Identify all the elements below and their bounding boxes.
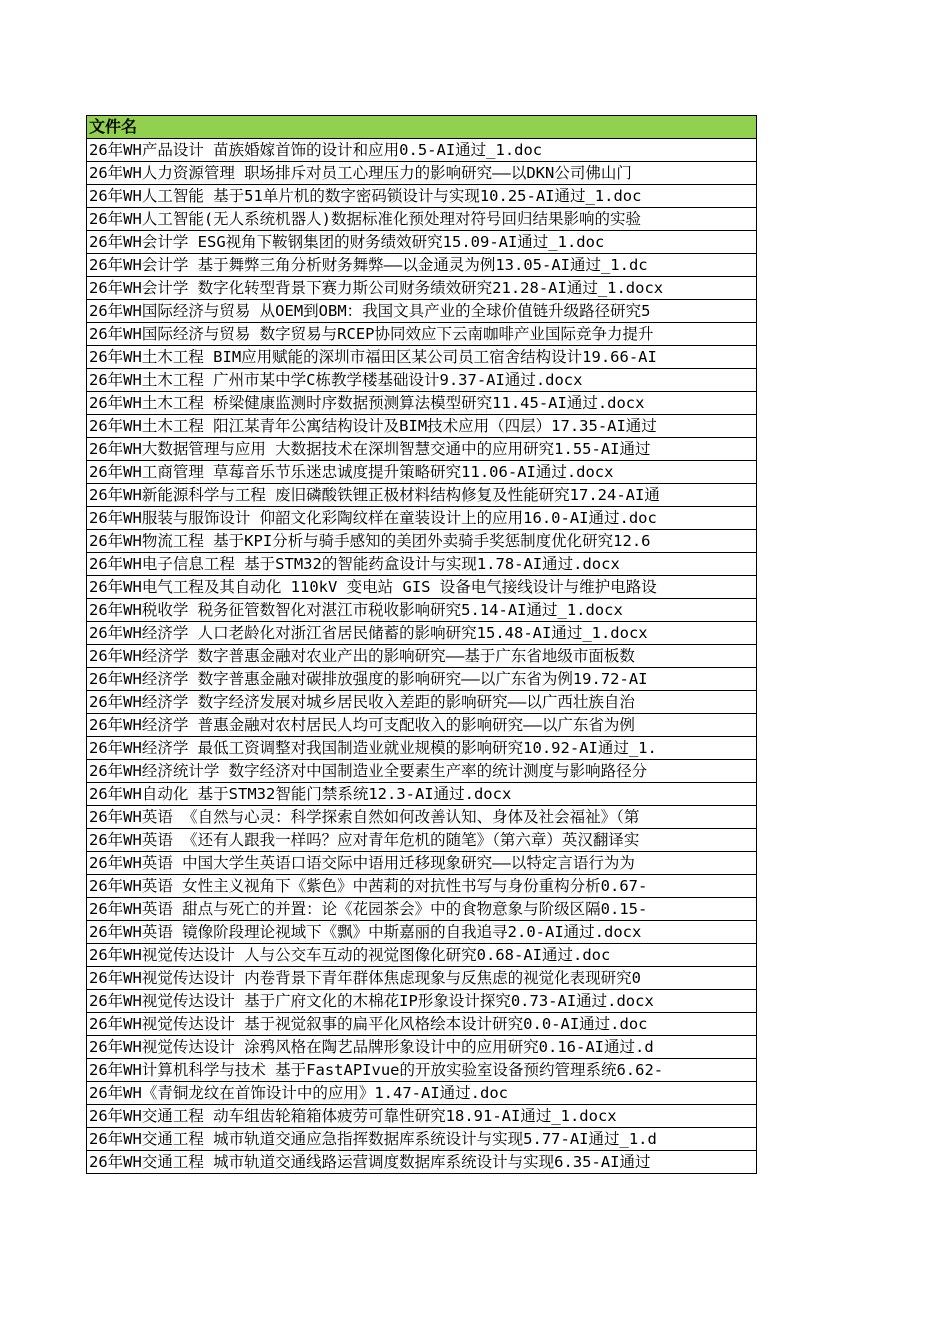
- table-row: [87, 668, 757, 691]
- filename-cell[interactable]: 26年WH视觉传达设计 涂鸦风格在陶艺品牌形象设计中的应用研究0.16-AI通过.d: [87, 1036, 757, 1059]
- filename-cell[interactable]: 26年WH经济学 普惠金融对农村居民人均可支配收入的影响研究——以广东省为例: [87, 714, 757, 737]
- table-row: [87, 1013, 757, 1036]
- filename-cell[interactable]: 26年WH土木工程 阳江某青年公寓结构设计及BIM技术应用（四层）17.35-AI通过: [87, 415, 757, 438]
- table-row: [87, 530, 757, 553]
- filename-cell[interactable]: 26年WH交通工程 城市轨道交通线路运营调度数据库系统设计与实现6.35-AI通过: [87, 1151, 757, 1174]
- table-row: [87, 1082, 757, 1105]
- table-row: [87, 323, 757, 346]
- table-row: [87, 760, 757, 783]
- table-row: [87, 1128, 757, 1151]
- filename-cell[interactable]: 26年WH会计学 基于舞弊三角分析财务舞弊——以金通灵为例13.05-AI通过_1.dc: [87, 254, 757, 277]
- filename-cell[interactable]: 26年WH人力资源管理 职场排斥对员工心理压力的影响研究——以DKN公司佛山门: [87, 162, 757, 185]
- filename-cell[interactable]: 26年WH会计学 ESG视角下鞍钢集团的财务绩效研究15.09-AI通过_1.doc: [87, 231, 757, 254]
- filename-cell[interactable]: 26年WH国际经济与贸易 从OEM到OBM：我国文具产业的全球价值链升级路径研究5: [87, 300, 757, 323]
- table-row: [87, 599, 757, 622]
- table-row: [87, 277, 757, 300]
- table-row: [87, 714, 757, 737]
- table-row: [87, 622, 757, 645]
- table-row: [87, 392, 757, 415]
- filename-cell[interactable]: 26年WH英语 《自然与心灵：科学探索自然如何改善认知、身体及社会福祉》（第: [87, 806, 757, 829]
- table-row: [87, 1036, 757, 1059]
- filename-cell[interactable]: 26年WH土木工程 广州市某中学C栋教学楼基础设计9.37-AI通过.docx: [87, 369, 757, 392]
- table-row: [87, 300, 757, 323]
- header-row: [87, 116, 757, 139]
- filename-cell[interactable]: 26年WH服装与服饰设计 仰韶文化彩陶纹样在童装设计上的应用16.0-AI通过.doc: [87, 507, 757, 530]
- table-row: [87, 691, 757, 714]
- filename-cell[interactable]: 26年WH经济学 人口老龄化对浙江省居民储蓄的影响研究15.48-AI通过_1.docx: [87, 622, 757, 645]
- table-row: [87, 783, 757, 806]
- filename-cell[interactable]: 26年WH国际经济与贸易 数字贸易与RCEP协同效应下云南咖啡产业国际竞争力提升: [87, 323, 757, 346]
- table-row: [87, 507, 757, 530]
- table-row: [87, 185, 757, 208]
- table-row: [87, 967, 757, 990]
- filename-cell[interactable]: 26年WH《青铜龙纹在首饰设计中的应用》1.47-AI通过.doc: [87, 1082, 757, 1105]
- filename-cell[interactable]: 26年WH物流工程 基于KPI分析与骑手感知的美团外卖骑手奖惩制度优化研究12.6: [87, 530, 757, 553]
- table-row: [87, 346, 757, 369]
- filename-cell[interactable]: 26年WH视觉传达设计 基于广府文化的木棉花IP形象设计探究0.73-AI通过.docx: [87, 990, 757, 1013]
- filename-cell[interactable]: 26年WH英语 镜像阶段理论视域下《飘》中斯嘉丽的自我追寻2.0-AI通过.docx: [87, 921, 757, 944]
- filename-cell[interactable]: 26年WH英语 中国大学生英语口语交际中语用迁移现象研究——以特定言语行为为: [87, 852, 757, 875]
- table-row: [87, 231, 757, 254]
- table-row: [87, 484, 757, 507]
- table-row: [87, 852, 757, 875]
- filename-cell[interactable]: 26年WH产品设计 苗族婚嫁首饰的设计和应用0.5-AI通过_1.doc: [87, 139, 757, 162]
- table-row: [87, 898, 757, 921]
- filename-cell[interactable]: 26年WH电气工程及其自动化 110kV 变电站 GIS 设备电气接线设计与维护电路设: [87, 576, 757, 599]
- filename-cell[interactable]: 26年WH土木工程 BIM应用赋能的深圳市福田区某公司员工宿舍结构设计19.66-AI: [87, 346, 757, 369]
- table-row: [87, 829, 757, 852]
- table-row: [87, 1151, 757, 1174]
- table-row: [87, 415, 757, 438]
- filename-cell[interactable]: 26年WH土木工程 桥梁健康监测时序数据预测算法模型研究11.45-AI通过.docx: [87, 392, 757, 415]
- filename-cell[interactable]: 26年WH交通工程 动车组齿轮箱箱体疲劳可靠性研究18.91-AI通过_1.docx: [87, 1105, 757, 1128]
- table-row: [87, 369, 757, 392]
- table-row: [87, 921, 757, 944]
- filename-cell[interactable]: 26年WH经济学 数字普惠金融对碳排放强度的影响研究——以广东省为例19.72-AI: [87, 668, 757, 691]
- file-list-body: [87, 116, 757, 1174]
- table-row: [87, 208, 757, 231]
- filename-cell[interactable]: 26年WH视觉传达设计 内卷背景下青年群体焦虑现象与反焦虑的视觉化表现研究0: [87, 967, 757, 990]
- table-row: [87, 553, 757, 576]
- filename-cell[interactable]: 26年WH英语 甜点与死亡的并置：论《花园茶会》中的食物意象与阶级区隔0.15-: [87, 898, 757, 921]
- filename-cell[interactable]: 26年WH新能源科学与工程 废旧磷酸铁锂正极材料结构修复及性能研究17.24-AI通: [87, 484, 757, 507]
- table-row: [87, 875, 757, 898]
- filename-cell[interactable]: 26年WH自动化 基于STM32智能门禁系统12.3-AI通过.docx: [87, 783, 757, 806]
- table-row: [87, 254, 757, 277]
- filename-cell[interactable]: 26年WH经济学 数字普惠金融对农业产出的影响研究——基于广东省地级市面板数: [87, 645, 757, 668]
- table-row: [87, 944, 757, 967]
- filename-cell[interactable]: 26年WH视觉传达设计 人与公交车互动的视觉图像化研究0.68-AI通过.doc: [87, 944, 757, 967]
- filename-cell[interactable]: 26年WH工商管理 草莓音乐节乐迷忠诚度提升策略研究11.06-AI通过.docx: [87, 461, 757, 484]
- filename-cell[interactable]: 26年WH经济学 数字经济发展对城乡居民收入差距的影响研究——以广西壮族自治: [87, 691, 757, 714]
- filename-cell[interactable]: 26年WH经济学 最低工资调整对我国制造业就业规模的影响研究10.92-AI通过_1.: [87, 737, 757, 760]
- filename-cell[interactable]: 26年WH人工智能 基于51单片机的数字密码锁设计与实现10.25-AI通过_1.doc: [87, 185, 757, 208]
- filename-cell[interactable]: 26年WH会计学 数字化转型背景下赛力斯公司财务绩效研究21.28-AI通过_1.docx: [87, 277, 757, 300]
- table-row: [87, 645, 757, 668]
- filename-cell[interactable]: 26年WH英语 《还有人跟我一样吗？应对青年危机的随笔》（第六章）英汉翻译实: [87, 829, 757, 852]
- filename-cell[interactable]: 26年WH计算机科学与技术 基于FastAPIvue的开放实验室设备预约管理系统6.62-: [87, 1059, 757, 1082]
- table-row: [87, 737, 757, 760]
- filename-cell[interactable]: 26年WH税收学 税务征管数智化对湛江市税收影响研究5.14-AI通过_1.docx: [87, 599, 757, 622]
- table-row: [87, 806, 757, 829]
- table-row: [87, 1105, 757, 1128]
- filename-cell[interactable]: 26年WH大数据管理与应用 大数据技术在深圳智慧交通中的应用研究1.55-AI通过: [87, 438, 757, 461]
- filename-cell[interactable]: 26年WH经济统计学 数字经济对中国制造业全要素生产率的统计测度与影响路径分: [87, 760, 757, 783]
- filename-cell[interactable]: 26年WH电子信息工程 基于STM32的智能药盒设计与实现1.78-AI通过.docx: [87, 553, 757, 576]
- filename-cell[interactable]: 26年WH交通工程 城市轨道交通应急指挥数据库系统设计与实现5.77-AI通过_1.d: [87, 1128, 757, 1151]
- table-row: [87, 162, 757, 185]
- table-row: [87, 990, 757, 1013]
- table-row: [87, 139, 757, 162]
- table-row: [87, 1059, 757, 1082]
- filename-cell[interactable]: 26年WH视觉传达设计 基于视觉叙事的扁平化风格绘本设计研究0.0-AI通过.doc: [87, 1013, 757, 1036]
- column-header-filename[interactable]: 文件名: [87, 116, 757, 139]
- table-row: [87, 438, 757, 461]
- filename-cell[interactable]: 26年WH英语 女性主义视角下《紫色》中茜莉的对抗性书写与身份重构分析0.67-: [87, 875, 757, 898]
- table-row: [87, 461, 757, 484]
- file-list-table: [86, 115, 757, 1174]
- table-row: [87, 576, 757, 599]
- filename-cell[interactable]: 26年WH人工智能(无人系统机器人)数据标准化预处理对符号回归结果影响的实验: [87, 208, 757, 231]
